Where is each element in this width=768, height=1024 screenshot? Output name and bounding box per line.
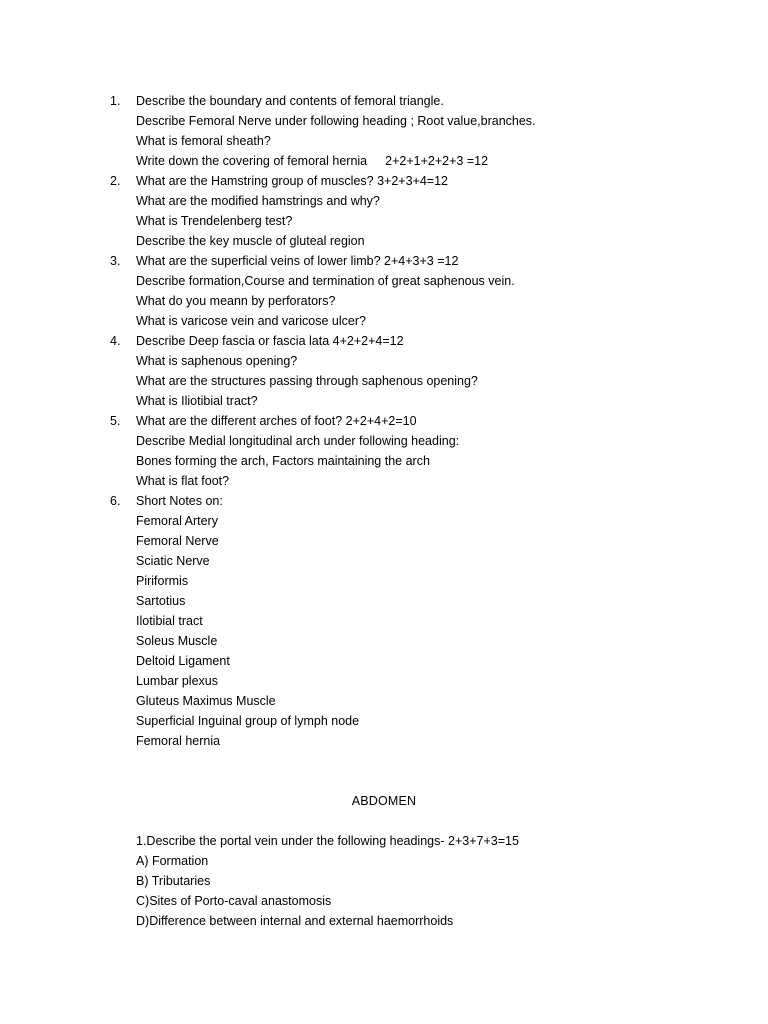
question-text: Describe Femoral Nerve under following heading ; Root value,branches. — [136, 114, 536, 128]
short-note-text: Sartotius — [136, 594, 186, 608]
question-number: 6. — [110, 494, 121, 508]
question-text: What is saphenous opening? — [136, 354, 298, 368]
question-2-line-2 — [0, 191, 768, 211]
question-4-line-4 — [0, 391, 768, 411]
short-note-text: Soleus Muscle — [136, 634, 218, 648]
short-note-item — [0, 671, 768, 691]
question-text: What is femoral sheath? — [136, 134, 271, 148]
short-note-item — [0, 651, 768, 671]
abdomen-line: D)Difference between internal and external haemorrhoids — [136, 914, 454, 928]
short-note-text: Lumbar plexus — [136, 674, 218, 688]
question-text: What are the modified hamstrings and why? — [136, 194, 380, 208]
short-note-text: Gluteus Maximus Muscle — [136, 694, 276, 708]
question-text: What are the different arches of foot? 2+2+4+2=10 — [136, 414, 417, 428]
question-1-line-2 — [0, 111, 768, 131]
short-note-item — [0, 551, 768, 571]
marks-allocation: 2+2+1+2+2+3 =12 — [385, 154, 489, 168]
question-text: What is varicose vein and varicose ulcer? — [136, 314, 366, 328]
short-note-text: Piriformis — [136, 574, 189, 588]
question-text: What are the superficial veins of lower limb? 2+4+3+3 =12 — [136, 254, 459, 268]
question-text: Bones forming the arch, Factors maintaining the arch — [136, 454, 430, 468]
question-number: 3. — [110, 254, 121, 268]
short-note-item — [0, 711, 768, 731]
abdomen-line: A) Formation — [136, 854, 209, 868]
question-text: Describe Deep fascia or fascia lata 4+2+2+4=12 — [136, 334, 404, 348]
short-note-text: Femoral Artery — [136, 514, 218, 528]
question-6-line-1 — [0, 491, 768, 511]
question-1-line-1 — [0, 91, 768, 111]
question-text: Write down the covering of femoral hernia — [136, 154, 368, 168]
short-note-text: Sciatic Nerve — [136, 554, 210, 568]
question-2-line-3 — [0, 211, 768, 231]
abdomen-line: C)Sites of Porto-caval anastomosis — [136, 894, 332, 908]
question-2-line-1 — [0, 171, 768, 191]
question-number: 2. — [110, 174, 121, 188]
question-number: 5. — [110, 414, 121, 428]
question-text: What is Iliotibial tract? — [136, 394, 258, 408]
question-text: What is flat foot? — [136, 474, 230, 488]
short-note-item — [0, 571, 768, 591]
short-note-item — [0, 611, 768, 631]
abdomen-line: 1.Describe the portal vein under the following headings- 2+3+7+3=15 — [136, 834, 519, 848]
abdomen-line: B) Tributaries — [136, 874, 211, 888]
question-3-line-4 — [0, 311, 768, 331]
question-2-line-4 — [0, 231, 768, 251]
question-3-line-3 — [0, 291, 768, 311]
question-3-line-1 — [0, 251, 768, 271]
question-text-with-marks — [136, 151, 488, 171]
section-heading-abdomen: ABDOMEN — [351, 794, 417, 808]
question-text: Describe Medial longitudinal arch under following heading: — [136, 434, 460, 448]
question-number: 4. — [110, 334, 121, 348]
short-note-text: Deltoid Ligament — [136, 654, 230, 668]
short-note-item — [0, 531, 768, 551]
question-text: What is Trendelenberg test? — [136, 214, 293, 228]
question-text: What do you meann by perforators? — [136, 294, 336, 308]
question-text: Describe the boundary and contents of femoral triangle. — [136, 94, 444, 108]
question-text: What are the Hamstring group of muscles? 3+2+3+4=12 — [136, 174, 448, 188]
question-4-line-3 — [0, 371, 768, 391]
question-5-line-4 — [0, 471, 768, 491]
short-note-item — [0, 691, 768, 711]
question-4-line-2 — [0, 351, 768, 371]
short-note-item — [0, 731, 768, 751]
short-note-text: Superficial Inguinal group of lymph node — [136, 714, 360, 728]
question-text: Describe the key muscle of gluteal region — [136, 234, 365, 248]
short-note-item — [0, 631, 768, 651]
short-note-text: Femoral Nerve — [136, 534, 219, 548]
question-5-line-3 — [0, 451, 768, 471]
question-1-line-3 — [0, 131, 768, 151]
abdomen-question-list — [136, 831, 736, 931]
question-text: Short Notes on: — [136, 494, 223, 508]
question-4-line-1 — [0, 331, 768, 351]
short-note-item — [0, 511, 768, 531]
question-text: Describe formation,Course and termination of great saphenous vein. — [136, 274, 515, 288]
question-5-line-1 — [0, 411, 768, 431]
question-list — [0, 91, 768, 751]
question-text: What are the structures passing through saphenous opening? — [136, 374, 478, 388]
short-note-text: Femoral hernia — [136, 734, 221, 748]
question-number: 1. — [110, 94, 121, 108]
question-3-line-2 — [0, 271, 768, 291]
question-5-line-2 — [0, 431, 768, 451]
short-note-item — [0, 591, 768, 611]
question-1-line-4 — [0, 151, 768, 171]
short-note-text: Ilotibial tract — [136, 614, 203, 628]
